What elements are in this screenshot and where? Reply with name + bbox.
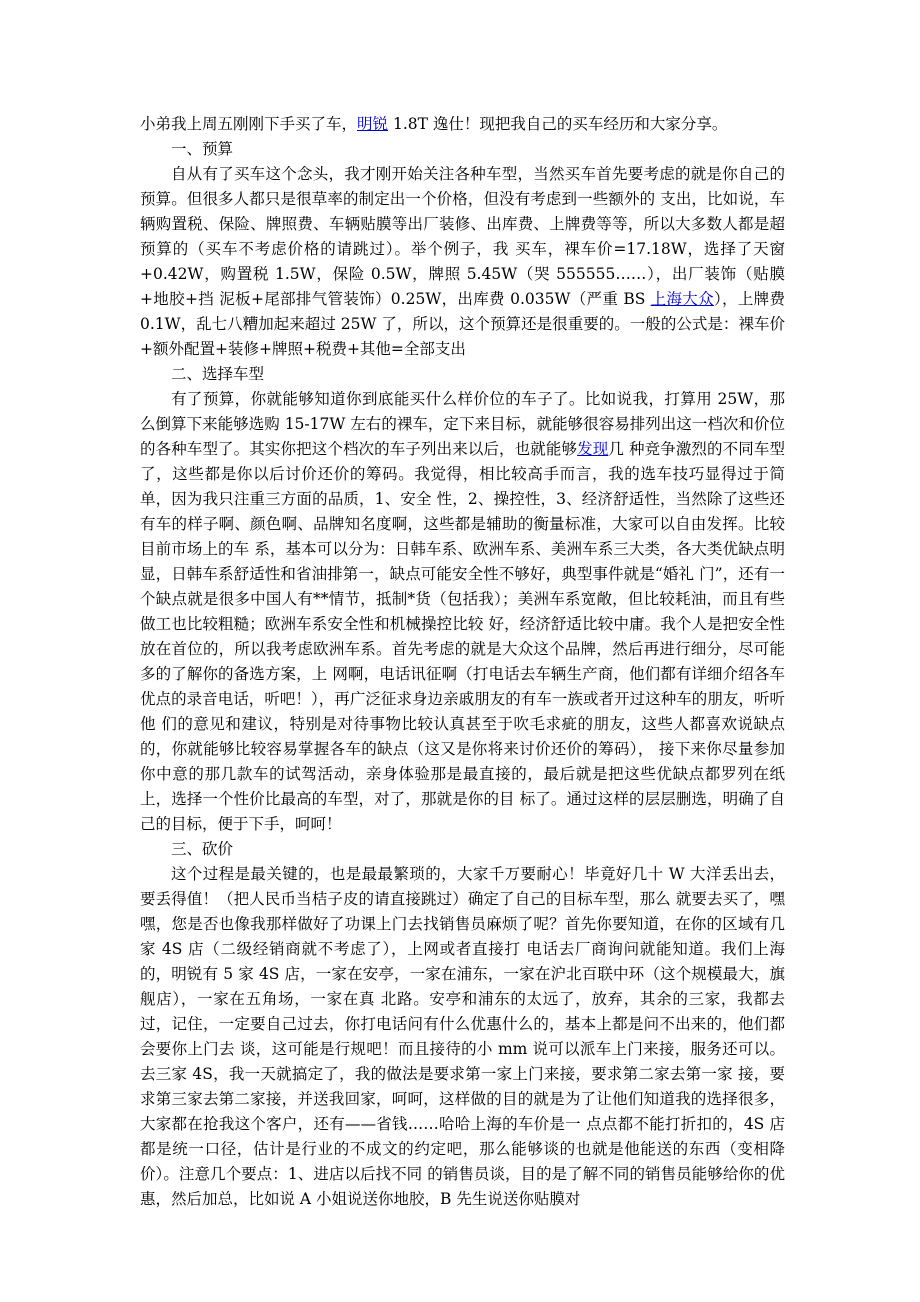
choose-model-text-end: 几 种竞争激烈的不同车型了，这些都是你以后讨价还价的筹码。我觉得，相比较高手而言，我的选车技巧显得过于简单，因为我只注重三方面的品质，1、安全 性，2、操控性，3、经济舒适性，当然除了这些还有车的样子啊、颜色啊、品牌知名度啊，这些都是辅助的衡量标准，大家可以自由发挥。比较目前市场上的车 系，基本可以分为：日韩车系、欧洲车系、美洲车系三大类，各大类优缺点明显，日韩车系舒适性和省油排第一，缺点可能安全性不够好，典型事件就是“婚礼 门”，还有一个缺点就是很多中国人有**情节，抵制*货（包括我）；美洲车系宽敞，但比较耗油，而且有些做工也比较粗糙；欧洲车系安全性和机械操控比较 好，经济舒适比较中庸。我个人是把安全性放在首位的，所以我考虑欧洲车系。首先考虑的就是大众这个品牌，然后再进行细分，尽可能多的了解你的备选方案，上 网啊，电话讯征啊（打电话去车辆生产商，他们都有详细介绍各车优点的录音电话，听吧！），再广泛征求身边亲戚朋友的有车一族或者开过这种车的朋友，听听他 们的意见和建议，特别是对待事物比较认真甚至于吹毛求疵的朋友，这些人都喜欢说缺点的，你就能够比较容易掌握各车的缺点（这又是你将来讨价还价的筹码）， 接下来你尽量参加你中意的那几款车的试驾活动，亲身体验那是最直接的，最后就是把这些优缺点都罗列在纸上，选择一个性价比最高的车型，对了，那就是你的目 标了。通过这样的层层删选，明确了自己的目标，便于下手，呵呵！	[140, 440, 785, 833]
budget-text: 自从有了买车这个念头，我才刚开始关注各种车型，当然买车首先要考虑的就是你自己的预算。但很多人都只是很草率的制定出一个价格，但没有考虑到一些额外的 支出，比如说，车辆购置税、保险、牌照费、车辆贴膜等出厂装修、出库费、上牌费等等，所以大多数人都是超预算的（买车不考虑价格的请跳过）。举个例子，我 买车，裸车价=17.18W，选择了天窗+0.42W，购置税 1.5W，保险 0.5W，牌照 5.45W（哭 555555……），出厂装饰（贴膜+地胶+挡 泥板+尾部排气管装饰）0.25W，出库费 0.035W（严重 BS	[140, 165, 785, 308]
intro-text: 小弟我上周五刚刚下手买了车，	[140, 115, 358, 133]
budget-text-end: ），上牌费 0.1W，乱七八糟加起来超过 25W 了，所以，这个预算还是很重要的。一般的公式是：裸车价+额外配置+装修+牌照+税费+其他=全部支出	[140, 290, 785, 358]
intro-paragraph	[140, 112, 785, 137]
section-heading-bargain: 三、砍价	[171, 840, 234, 858]
section-heading-budget: 一、预算	[171, 140, 234, 158]
shanghai-vw-link[interactable]: 上海大众	[650, 290, 714, 308]
budget-paragraph	[140, 162, 785, 362]
discover-link[interactable]: 发现	[577, 440, 609, 458]
choose-model-text: 有了预算，你就能够知道你到底能买什么样价位的车子了。比如说我，打算用 25W，那么倒算下来能够选购 15-17W 左右的裸车，定下来目标，就能够很容易排列出这一档次和价位的各种车型了。其实你把这个档次的车子列出来以后，也就能够	[140, 390, 785, 458]
bargain-paragraph: 这个过程是最关键的，也是最最繁琐的，大家千万要耐心！毕竟好几十 W 大洋丢出去，要丢得值！（把人民币当桔子皮的请直接跳过）确定了自己的目标车型，那么 就要去买了，嘿嘿，您是否也像我那样做好了功课上门去找销售员麻烦了呢？首先你要知道，在你的区域有几家 4S 店（二级经销商就不考虑了），上网或者直接打 电话去厂商询问就能知道。我们上海的，明锐有 5 家 4S 店，一家在安亭，一家在浦东，一家在沪北百联中环（这个规模最大，旗舰店），一家在五角场，一家在真 北路。安亭和浦东的太远了，放弃，其余的三家，我都去过，记住，一定要自己过去，你打电话问有什么优惠什么的，基本上都是问不出来的，他们都会要你上门去 谈，这可能是行规吧！而且接待的小 mm 说可以派车上门来接，服务还可以。去三家 4S，我一天就搞定了，我的做法是要求第一家上门来接，要求第二家去第一家 接，要求第三家去第二家接，并送我回家，呵呵，这样做的目的就是为了让他们知道我的选择很多，大家都在抢我这个客户，还有——省钱……哈哈上海的车价是一 点点都不能打折扣的，4S 店都是统一口径，估计是行业的不成文的约定吧，那么能够谈的也就是他能送的东西（变相降价）。注意几个要点：1、进店以后找不同 的销售员谈，目的是了解不同的销售员能够给你的优惠，然后加总，比如说 A 小姐说送你地胶，B 先生说送你贴膜对	[140, 865, 785, 1208]
mingrui-link[interactable]: 明锐	[357, 115, 389, 133]
choose-model-paragraph	[140, 387, 785, 837]
article-body	[140, 112, 785, 1212]
intro-text-end: 1.8T 逸仕！现把我自己的买车经历和大家分享。	[388, 115, 728, 133]
section-heading-choose-model: 二、选择车型	[171, 365, 265, 383]
